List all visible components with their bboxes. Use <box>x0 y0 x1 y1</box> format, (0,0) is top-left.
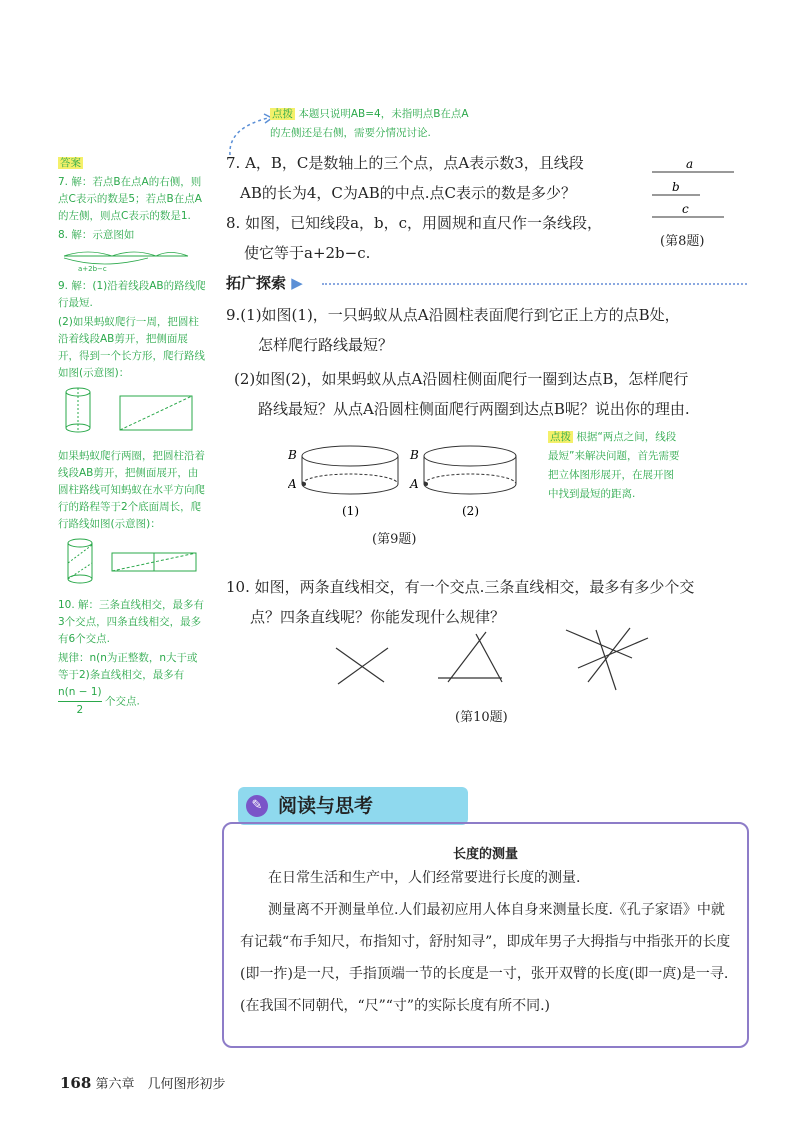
question-8 <box>226 208 646 268</box>
question-7-line2: AB的长为4，C为AB的中点.点C表示的数是多少？ <box>240 184 576 202</box>
answer-margin <box>58 155 208 721</box>
tip-q9-label: 点拨 <box>550 431 571 443</box>
reading-body <box>240 862 734 1022</box>
answer-9-1: 9. 解：(1)沿着线段AB的路线爬行最短. <box>58 280 206 309</box>
question-8-line1: 8. 如图，已知线段a，b，c，用圆规和直尺作一条线段， <box>226 214 603 232</box>
chapter-title: 第六章 几何图形初步 <box>95 1077 226 1092</box>
tip-q9 <box>548 428 680 504</box>
reading-paragraph-2: 测量离不开测量单位.人们最初应用人体自身来测量长度.《孔子家语》中就有记载“布手知尺，布指知寸，舒肘知寻”，即成年男子大拇指与中指张开的长度(即一拃)是一尺，手指顶端一节的长度是一寸，张开双臂的长度(即一庹)是一寻.(在我国不同朝代，“尺”“寸”的实际长度有所不同.) <box>240 902 731 1014</box>
figure-8-caption: (第8题) <box>660 234 705 249</box>
answer-9-diagram-2 <box>58 535 203 591</box>
point-A-2: A <box>410 477 419 491</box>
question-9-line1: 9.(1)如图(1)，一只蚂蚁从点A沿圆柱表面爬行到它正上方的点B处， <box>226 306 680 324</box>
segment-b-label: b <box>672 180 680 194</box>
answer-8-label: a+2b−c <box>78 265 107 272</box>
book-icon: ✎ <box>246 795 268 817</box>
question-10-line2: 点？四条直线呢？你能发现什么规律？ <box>250 608 506 626</box>
question-8-line2: 使它等于a+2b−c. <box>244 244 371 262</box>
tip-top-text: 本题只说明AB=4，未指明点B在点A <box>298 108 469 120</box>
answer-10: 10. 解：三条直线相交，最多有3个交点，四条直线相交，最多有6个交点. <box>58 599 205 645</box>
point-A-1: A <box>288 477 297 491</box>
answer-9-2: (2)如果蚂蚁爬行一周，把圆柱沿着线段AB剪开，把侧面展开，得到一个长方形，爬行路线如图(示意图)： <box>58 316 205 379</box>
answer-8-diagram <box>58 246 198 272</box>
figure-9-caption: (第9题) <box>372 532 417 547</box>
figure-9 <box>288 440 528 525</box>
answer-10-rule: 规律：n(n为正整数，n大于或等于2)条直线相交，最多有 <box>58 652 198 681</box>
answer-10-tail: 个交点. <box>105 695 140 708</box>
question-7 <box>226 148 646 208</box>
answer-8: 8. 解：示意图如 <box>58 229 135 241</box>
question-10-line1: 10. 如图，两条直线相交，有一个交点.三条直线相交，最多有多少个交 <box>226 578 695 596</box>
question-9 <box>226 300 746 424</box>
answer-9-3: 如果蚂蚁爬行两圈，把圆柱沿着线段AB剪开，把侧面展开，由圆柱路线可知蚂蚁在水平方向爬行的路程等于2个底面周长，爬行路线如图(示意图)： <box>58 450 205 530</box>
tip-top <box>270 105 570 143</box>
figure-10 <box>330 620 660 700</box>
answer-10-denominator: 2 <box>76 704 84 716</box>
question-9-line3: (2)如图(2)，如果蚂蚁从点A沿圆柱侧面爬行一圈到达点B，怎样爬行 <box>234 370 689 388</box>
figure-8 <box>648 155 748 225</box>
point-B-2: B <box>410 448 419 462</box>
tip-top-label: 点拨 <box>272 108 293 120</box>
answer-label: 答案 <box>60 157 81 169</box>
page-footer <box>60 1073 225 1092</box>
answer-10-numerator: n(n − 1) <box>58 684 102 702</box>
section-divider <box>322 283 747 285</box>
answer-7: 7. 解：若点B在点A的右侧，则点C表示的数是5；若点B在点A的左侧，则点C表示的数是1. <box>58 176 202 222</box>
reading-title: 长度的测量 <box>452 847 518 862</box>
figure-9-1-label: (1) <box>342 504 359 518</box>
tip-q9-text: 根据“两点之间，线段最短”来解决问题，首先需要把立体图形展开，在展开图中找到最短的距离. <box>548 431 680 500</box>
answer-9-diagram-1 <box>58 384 203 442</box>
reading-tab-title: 阅读与思考 <box>278 795 374 817</box>
figure-10-caption: (第10题) <box>455 710 508 725</box>
question-9-line2: 怎样爬行路线最短？ <box>258 336 394 354</box>
segment-a-label: a <box>686 157 694 171</box>
page-number: 168 <box>60 1074 92 1092</box>
section-title-text: 拓广探索 <box>226 274 287 292</box>
figure-9-2-label: (2) <box>462 504 479 518</box>
tip-top-text-2: 的左侧还是右侧，需要分情况讨论. <box>270 127 431 139</box>
reading-paragraph-1: 在日常生活和生产中，人们经常要进行长度的测量. <box>268 870 581 886</box>
play-icon: ▶ <box>291 274 303 292</box>
point-B-1: B <box>288 448 297 462</box>
segment-c-label: c <box>682 202 689 216</box>
question-9-line4: 路线最短？从点A沿圆柱侧面爬行两圈到达点B呢？说出你的理由. <box>258 400 690 418</box>
section-title <box>226 272 303 293</box>
question-7-line1: 7. A，B，C是数轴上的三个点，点A表示数3，且线段 <box>226 154 584 172</box>
